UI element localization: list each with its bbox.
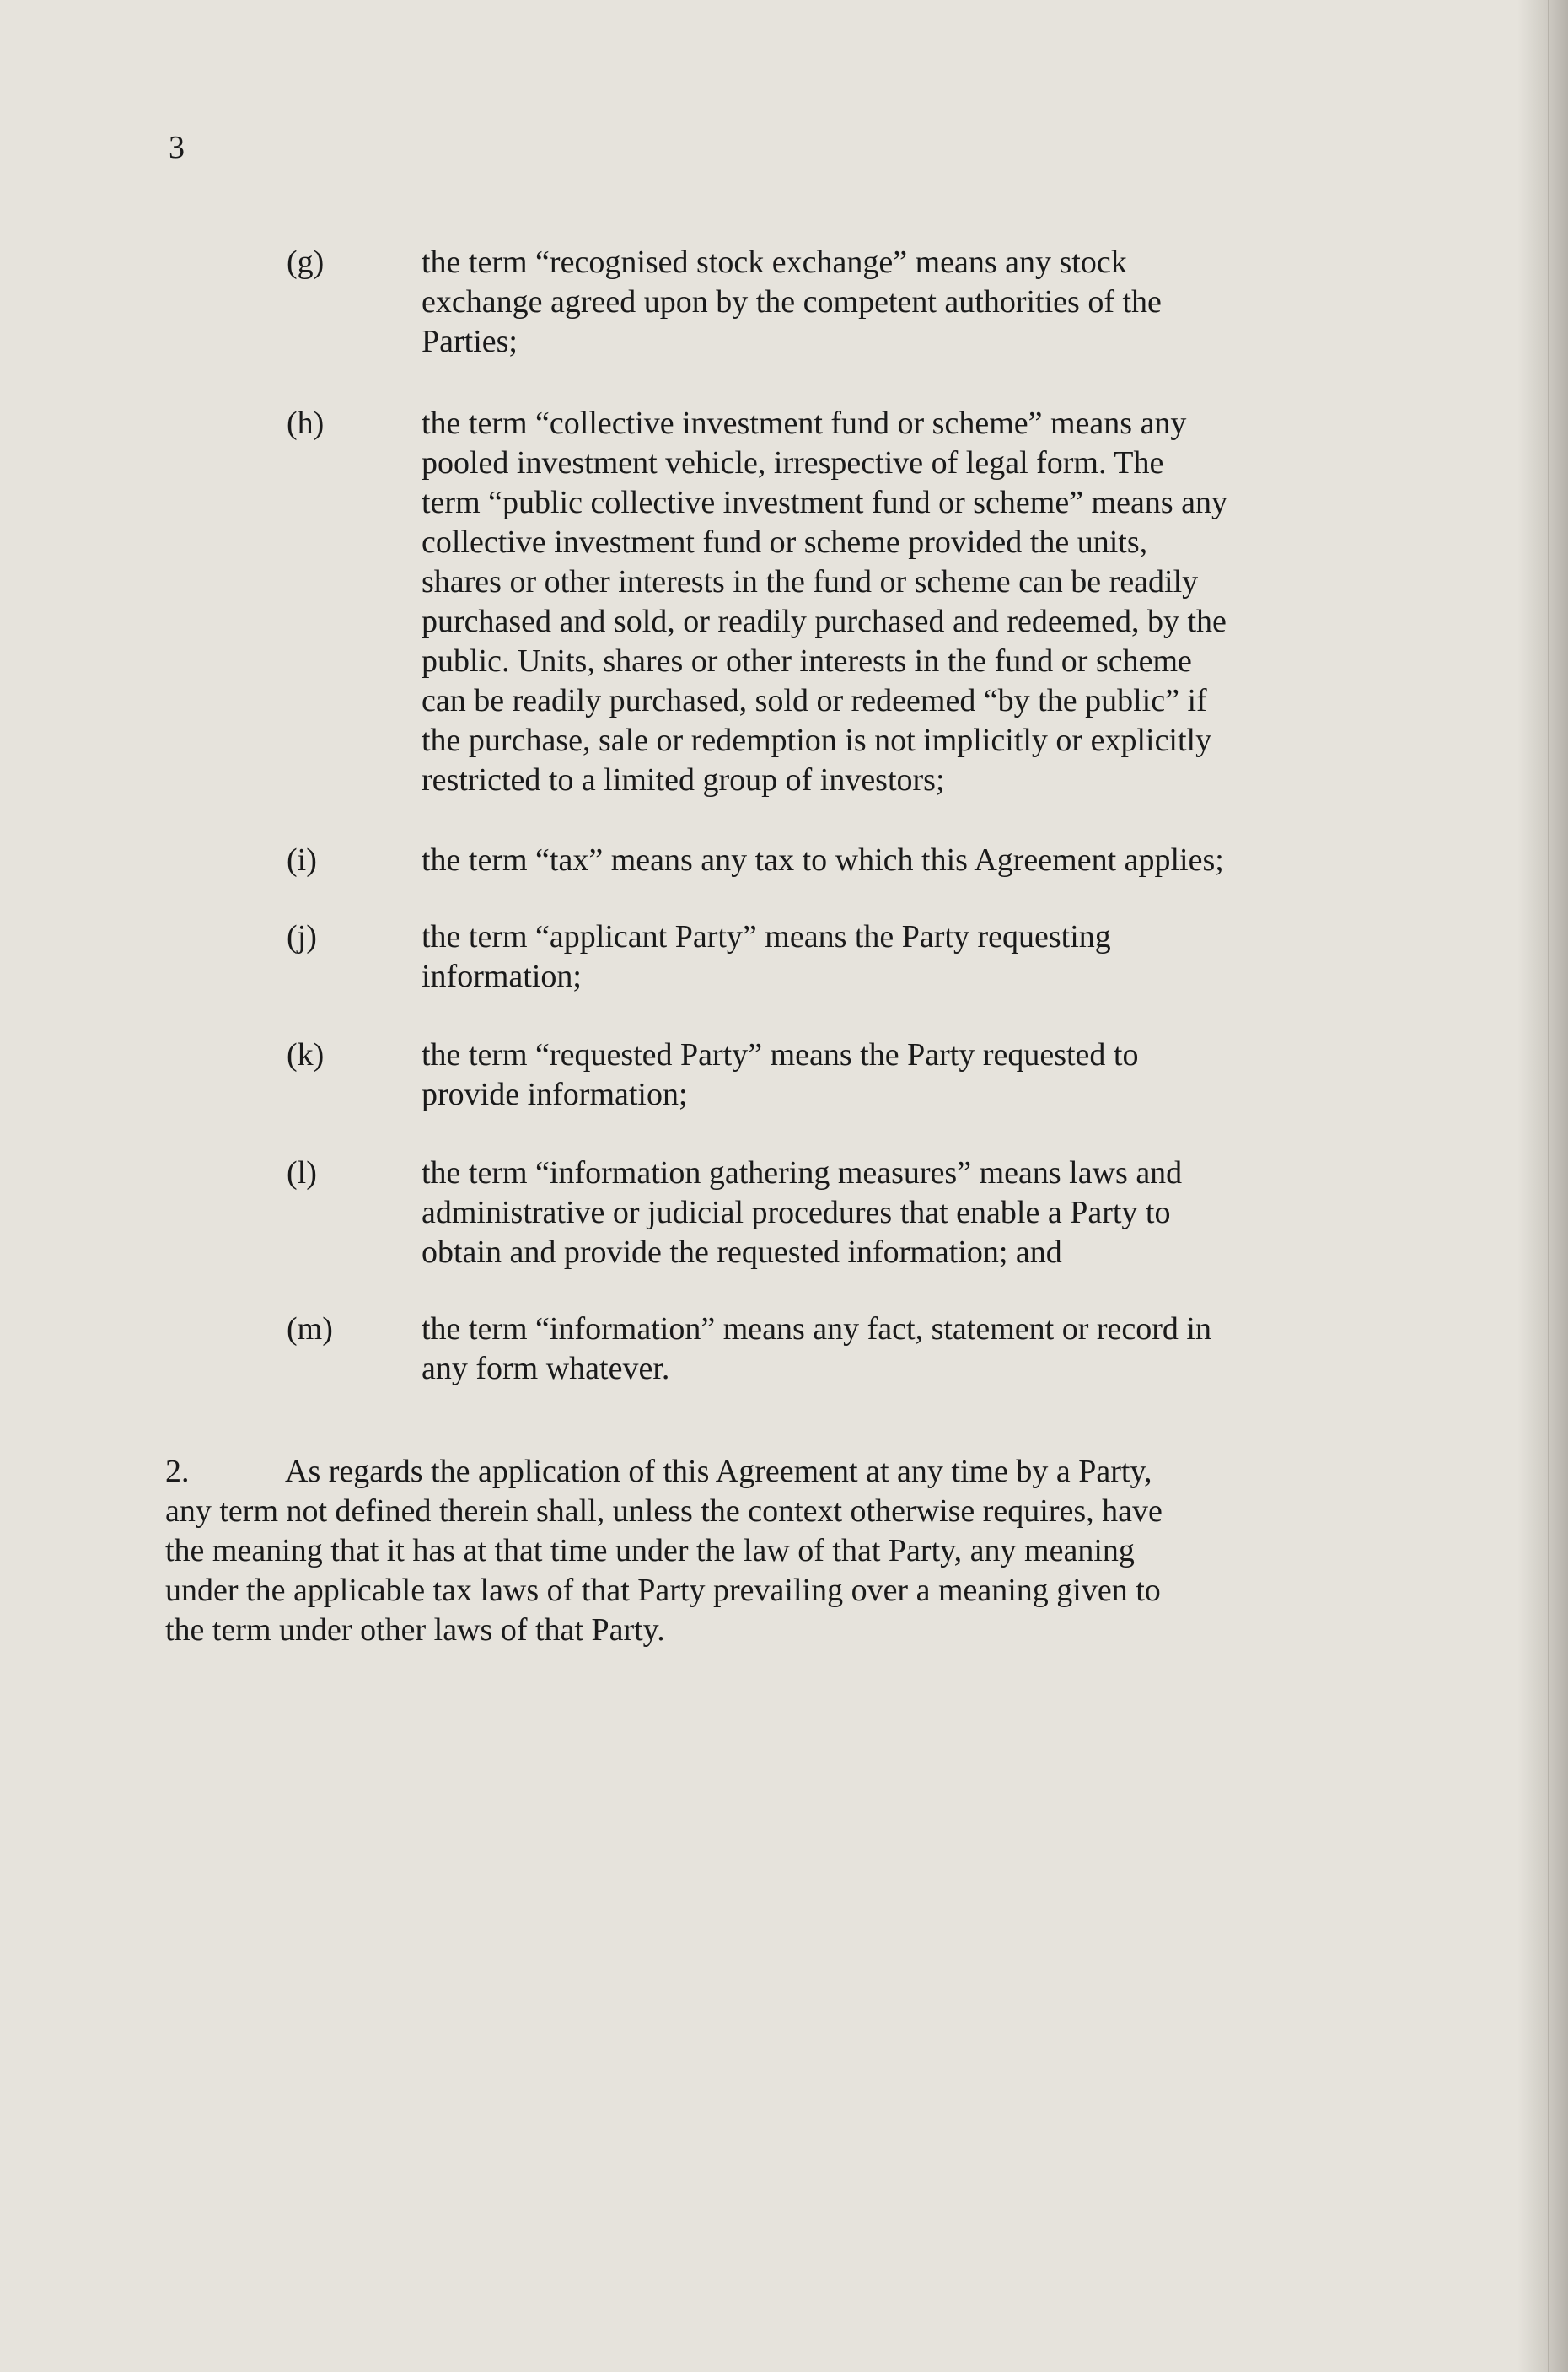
definition-text: the term “recognised stock exchange” means any stock exchange agreed upon by the competent authorities of the Parties; <box>422 245 1162 359</box>
definition-item-k <box>287 1035 1324 1115</box>
definition-label: (h) <box>287 406 325 441</box>
definition-item-m <box>287 1310 1324 1389</box>
definition-text: the term “applicant Party” means the Party requesting information; <box>422 919 1111 994</box>
definitions-list <box>287 243 1324 1389</box>
definition-item-i <box>287 841 1324 880</box>
definition-text: the term “information” means any fact, statement or record in any form whatever. <box>422 1311 1211 1386</box>
definition-item-j <box>287 917 1324 997</box>
definition-label: (i) <box>287 842 317 878</box>
definition-item-h <box>287 404 1324 800</box>
definition-text: the term “tax” means any tax to which this Agreement applies; <box>422 842 1224 878</box>
page-number: 3 <box>169 130 185 165</box>
paragraph-2 <box>165 1452 1312 1650</box>
page-edge-shadow <box>1517 0 1568 2372</box>
paragraph-number: 2. <box>165 1454 190 1489</box>
definition-label: (j) <box>287 919 317 955</box>
definition-item-g <box>287 243 1324 362</box>
definition-text: the term “requested Party” means the Party requested to provide information; <box>422 1037 1139 1112</box>
definition-label: (k) <box>287 1037 325 1073</box>
definition-item-l <box>287 1154 1324 1272</box>
definition-label: (m) <box>287 1311 333 1347</box>
definition-label: (l) <box>287 1155 317 1191</box>
paragraph-text: As regards the application of this Agreement at any time by a Party, any term not defined therein shall, unless the context otherwise requires, have the meaning that it has at that time under the law of that Party, any meaning under the applicable tax laws of that Party prevailing over a meaning given to the term under other laws of that Party. <box>165 1454 1163 1648</box>
page-edge-line <box>1548 0 1549 2372</box>
definition-label: (g) <box>287 245 325 280</box>
definition-text: the term “information gathering measures” means laws and administrative or judicial procedures that enable a Party to obtain and provide the requested information; and <box>422 1155 1183 1270</box>
definition-text: the term “collective investment fund or scheme” means any pooled investment vehicle, irrespective of legal form. The term “public collective investment fund or scheme” means any collective investment fund or scheme provided the units, shares or other interests in the fund or scheme can be readily purchased and sold, or readily purchased and redeemed, by the public. Units, shares or other interests in the fund or scheme can be readily purchased, sold or redeemed “by the public” if the purchase, sale or redemption is not implicitly or explicitly restricted to a limited group of investors; <box>422 406 1227 798</box>
